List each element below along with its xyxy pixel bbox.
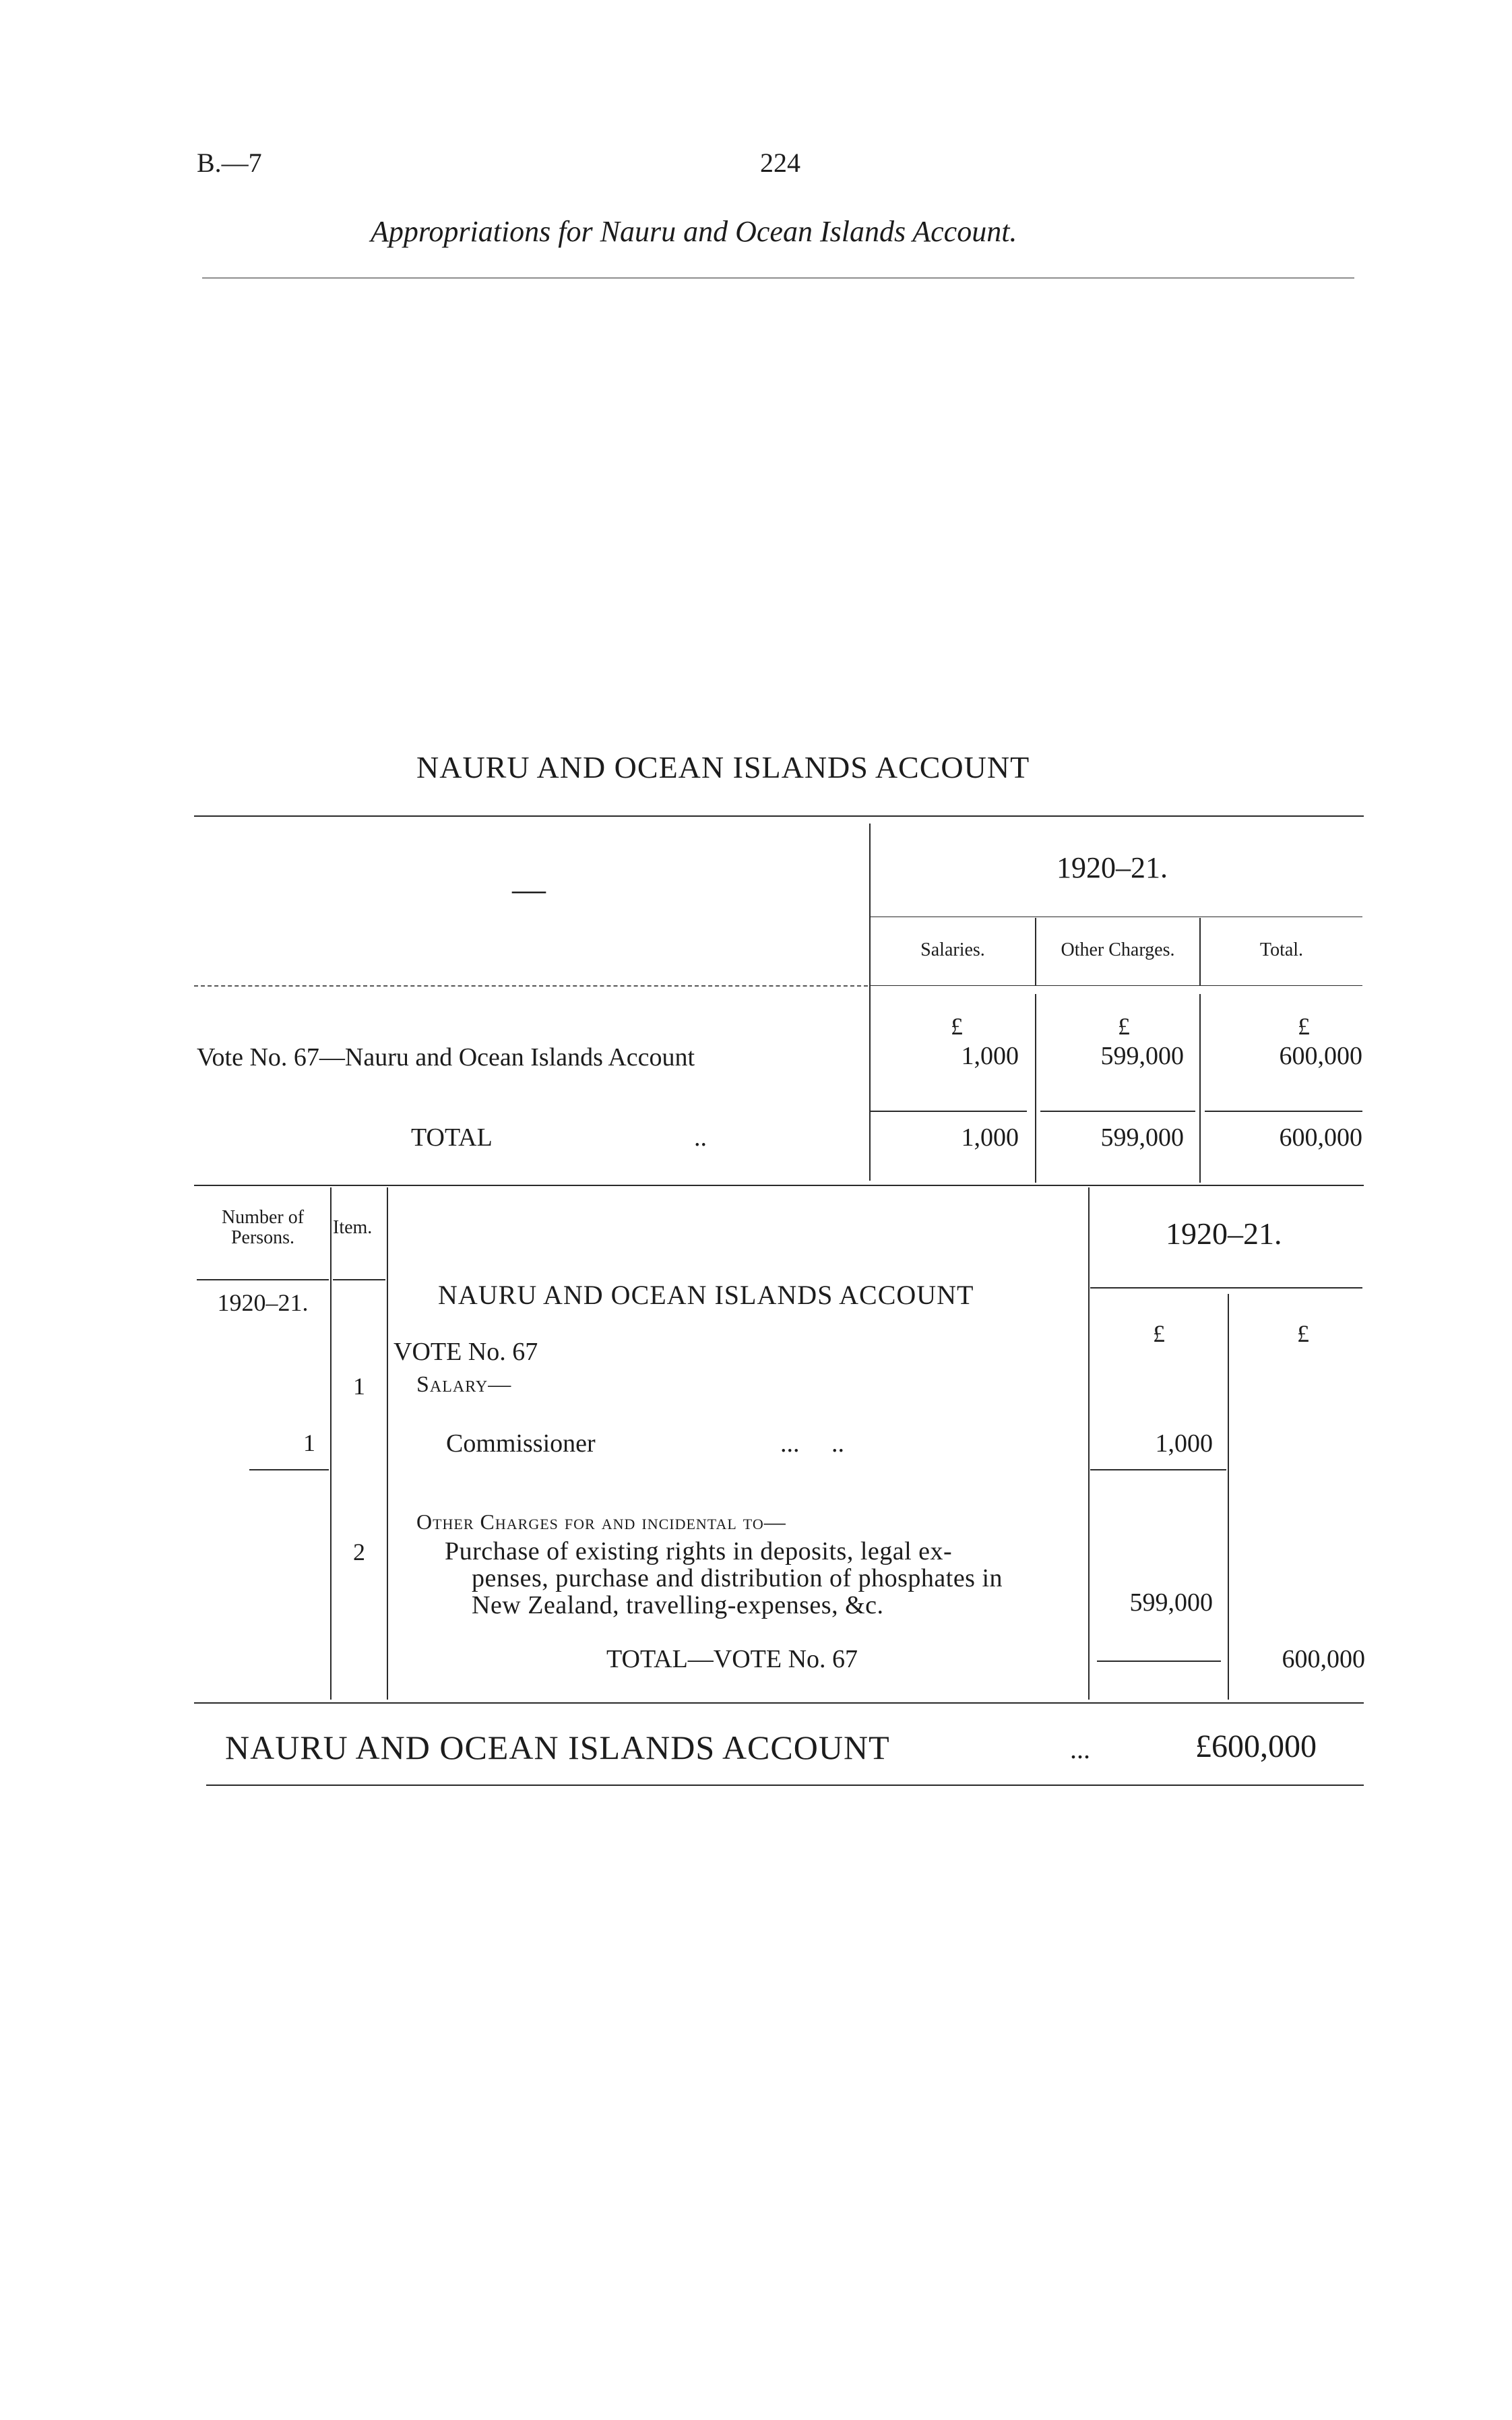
currency-amount-col-2: £ xyxy=(1297,1320,1309,1347)
currency-salaries: £ xyxy=(951,1013,963,1040)
summary-col-total: Total. xyxy=(1259,939,1304,960)
detail-amount-divider xyxy=(1088,1187,1090,1700)
other-charges-line-3: New Zealand, travelling-expenses, &c. xyxy=(472,1591,884,1619)
summary-header-rule-left xyxy=(194,985,868,987)
commissioner-persons: 1 xyxy=(303,1429,315,1456)
summary-vote-label: Vote No. 67—Nauru and Ocean Islands Account xyxy=(197,1043,695,1072)
footer-bottom-rule xyxy=(206,1785,1364,1786)
summary-total-rule-1 xyxy=(871,1111,1027,1112)
summary-header-rule-right xyxy=(871,985,1362,986)
commissioner-label: Commissioner xyxy=(446,1429,596,1458)
summary-top-rule xyxy=(194,815,1364,817)
summary-title: NAURU AND OCEAN ISLANDS ACCOUNT xyxy=(416,750,1030,784)
detail-bottom-rule xyxy=(194,1702,1364,1704)
summary-body-divider-1 xyxy=(1035,994,1036,1183)
col-persons-label: Number of Persons. xyxy=(221,1207,305,1248)
other-charges-line-2: penses, purchase and distribution of phosphates in xyxy=(472,1564,1003,1592)
summary-vote-total: 600,000 xyxy=(1279,1042,1362,1070)
item-number-2: 2 xyxy=(353,1539,365,1565)
currency-total: £ xyxy=(1298,1013,1310,1040)
page-number: 224 xyxy=(760,148,800,178)
currency-amount-col-1: £ xyxy=(1153,1320,1165,1347)
item-header-rule xyxy=(333,1279,385,1280)
amount-header-rule xyxy=(1090,1287,1362,1289)
summary-year: 1920–21. xyxy=(1057,851,1168,884)
detail-total-dash xyxy=(1097,1661,1221,1662)
persons-header-rule xyxy=(197,1279,329,1280)
summary-stub-mark: — xyxy=(512,870,546,908)
detail-persons-divider xyxy=(330,1187,332,1700)
footer-leader: ... xyxy=(1070,1734,1090,1764)
commissioner-amount: 1,000 xyxy=(1155,1429,1213,1458)
summary-total-total: 600,000 xyxy=(1279,1123,1362,1152)
detail-vote-heading: VOTE No. 67 xyxy=(393,1338,538,1366)
other-charges-amount: 599,000 xyxy=(1129,1588,1213,1617)
summary-col-salaries: Salaries. xyxy=(920,939,985,960)
currency-other: £ xyxy=(1118,1013,1130,1040)
detail-total-label: TOTAL—VOTE No. 67 xyxy=(606,1645,858,1673)
col-persons-header xyxy=(197,1208,329,1248)
detail-item-divider xyxy=(387,1187,388,1700)
running-title: Appropriations for Nauru and Ocean Islands Account. xyxy=(371,215,1017,248)
summary-total-rule-2 xyxy=(1040,1111,1195,1112)
detail-total-value: 600,000 xyxy=(1282,1645,1365,1673)
summary-body-divider-2 xyxy=(1199,994,1201,1183)
detail-amount-col-divider xyxy=(1228,1294,1229,1700)
summary-vote-other: 599,000 xyxy=(1100,1042,1184,1070)
summary-vote-salaries: 1,000 xyxy=(961,1042,1019,1070)
salary-heading: Salary— xyxy=(416,1372,512,1397)
summary-total-other: 599,000 xyxy=(1100,1123,1184,1152)
summary-total-label: TOTAL xyxy=(411,1123,493,1152)
summary-stub-divider xyxy=(869,824,871,1181)
commissioner-persons-rule xyxy=(249,1469,329,1470)
summary-bottom-rule xyxy=(194,1185,1364,1186)
page-reference: B.—7 xyxy=(197,148,262,178)
item-number-1: 1 xyxy=(353,1373,365,1400)
persons-year: 1920–21. xyxy=(217,1289,309,1316)
summary-col-other-charges: Other Charges. xyxy=(1061,939,1175,960)
detail-year: 1920–21. xyxy=(1166,1216,1282,1251)
col-item-header: Item. xyxy=(333,1217,373,1238)
detail-account-title: NAURU AND OCEAN ISLANDS ACCOUNT xyxy=(438,1280,974,1310)
other-charges-line-1: Purchase of existing rights in deposits, legal ex- xyxy=(445,1537,953,1565)
summary-total-salaries: 1,000 xyxy=(961,1123,1019,1152)
commissioner-amount-rule xyxy=(1090,1469,1226,1470)
summary-total-rule-3 xyxy=(1205,1111,1362,1112)
footer-label: NAURU AND OCEAN ISLANDS ACCOUNT xyxy=(225,1729,890,1766)
other-charges-heading: Other Charges for and incidental to— xyxy=(416,1510,786,1534)
footer-amount: £600,000 xyxy=(1195,1729,1317,1764)
commissioner-leader: ... .. xyxy=(780,1429,844,1458)
summary-total-leader: .. xyxy=(694,1123,707,1152)
